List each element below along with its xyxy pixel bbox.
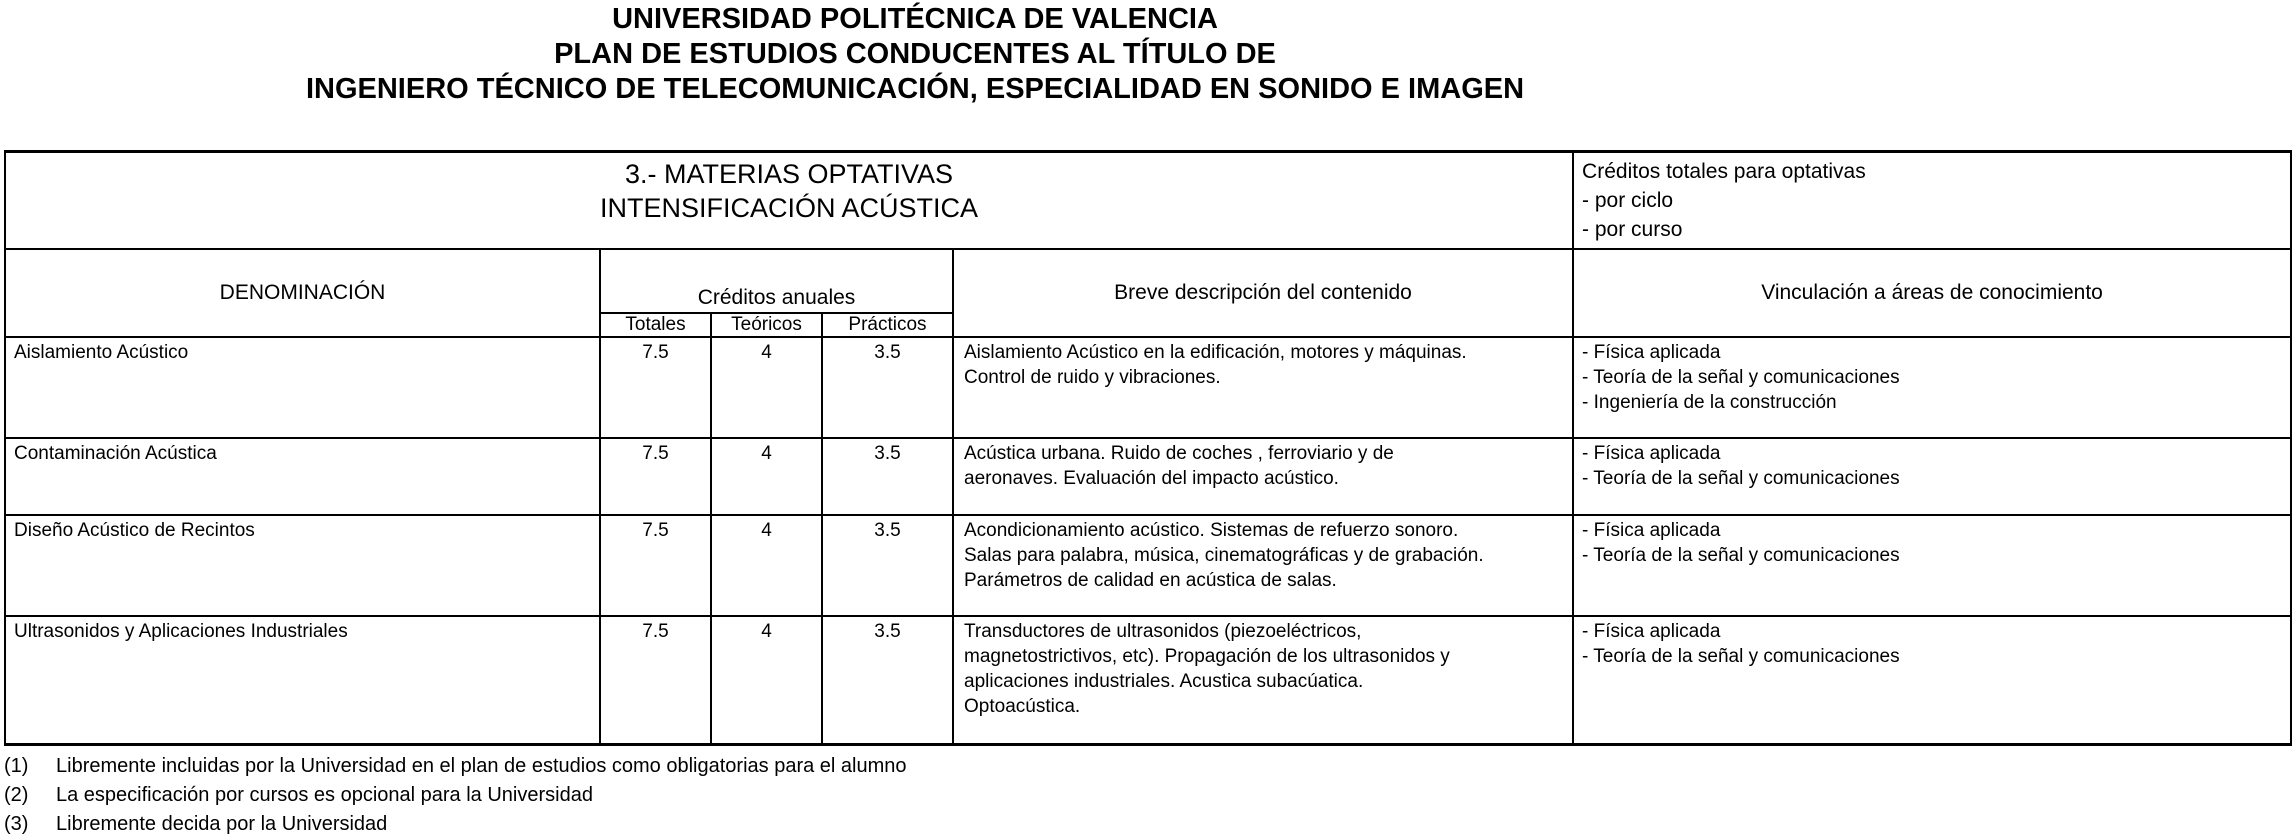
header-practicos: Prácticos [822, 313, 953, 337]
description-line: Optoacústica. [964, 696, 1081, 717]
credits-practicos: 3.5 [822, 438, 953, 515]
footnote-text: Libremente incluidas por la Universidad en el plan de estudios como obligatorias para el alumno [56, 755, 907, 777]
credits-note [1573, 152, 2291, 250]
credits-totales: 7.5 [600, 438, 711, 515]
header-teoricos: Teóricos [711, 313, 822, 337]
description-line: Aislamiento Acústico en la edificación, motores y máquinas. [964, 342, 1467, 363]
knowledge-areas [1573, 515, 2291, 616]
header-vinculacion: Vinculación a áreas de conocimiento [1573, 249, 2291, 337]
table-row [5, 438, 2291, 515]
footnote-number: (1) [4, 755, 29, 777]
description-line: Acústica urbana. Ruido de coches , ferroviario y de [964, 443, 1394, 464]
description-line: Salas para palabra, música, cinematográficas y de grabación. [964, 545, 1484, 566]
credits-teoricos: 4 [711, 337, 822, 438]
table-row [5, 337, 2291, 438]
footnote [4, 752, 907, 781]
credits-teoricos: 4 [711, 438, 822, 515]
plan-table [4, 150, 2292, 746]
knowledge-areas [1573, 337, 2291, 438]
description-line: magnetostrictivos, etc). Propagación de los ultrasonidos y [964, 646, 1450, 667]
subject-description [953, 515, 1573, 616]
area-item: - Teoría de la señal y comunicaciones [1582, 367, 1900, 388]
footnote [4, 810, 907, 839]
credits-teoricos: 4 [711, 515, 822, 616]
credits-teoricos: 4 [711, 616, 822, 744]
area-item: - Física aplicada [1582, 520, 1721, 541]
subject-name: Ultrasonidos y Aplicaciones Industriales [5, 616, 600, 744]
credits-practicos: 3.5 [822, 616, 953, 744]
knowledge-areas [1573, 438, 2291, 515]
footnote-number: (2) [4, 784, 29, 806]
description-line: aplicaciones industriales. Acustica subacúatica. [964, 671, 1364, 692]
title-line-2: PLAN DE ESTUDIOS CONDUCENTES AL TÍTULO DE [554, 38, 1276, 70]
description-line: Transductores de ultrasonidos (piezoeléctricos, [964, 621, 1362, 642]
column-header-row [5, 249, 2291, 313]
document-title [0, 0, 1830, 107]
credits-totales: 7.5 [600, 515, 711, 616]
header-descripcion: Breve descripción del contenido [953, 249, 1573, 337]
section-title [5, 152, 1573, 250]
area-item: - Teoría de la señal y comunicaciones [1582, 545, 1900, 566]
title-line-3: INGENIERO TÉCNICO DE TELECOMUNICACIÓN, ESPECIALIDAD EN SONIDO E IMAGEN [305, 73, 1525, 105]
credits-practicos: 3.5 [822, 515, 953, 616]
footnote-text: La especificación por cursos es opcional para la Universidad [56, 784, 593, 806]
credits-por-ciclo: - por ciclo [1582, 189, 1674, 212]
credits-practicos: 3.5 [822, 337, 953, 438]
area-item: - Física aplicada [1582, 621, 1721, 642]
header-creditos-anuales: Créditos anuales [600, 249, 953, 313]
footnotes [4, 752, 907, 839]
section-title-line-2: INTENSIFICACIÓN ACÚSTICA [600, 193, 979, 223]
table-row [5, 616, 2291, 744]
area-item: - Ingeniería de la construcción [1582, 392, 1837, 413]
footnote-text: Libremente decida por la Universidad [56, 813, 388, 835]
subject-name: Diseño Acústico de Recintos [5, 515, 600, 616]
section-header-row [5, 152, 2291, 250]
footnote-number: (3) [4, 813, 29, 835]
knowledge-areas [1573, 616, 2291, 744]
credits-por-curso: - por curso [1582, 218, 1683, 241]
subject-description [953, 337, 1573, 438]
subject-name: Aislamiento Acústico [5, 337, 600, 438]
credits-totales: 7.5 [600, 616, 711, 744]
subject-description [953, 616, 1573, 744]
section-title-line-1: 3.- MATERIAS OPTATIVAS [624, 159, 954, 189]
table-row [5, 515, 2291, 616]
title-line-1: UNIVERSIDAD POLITÉCNICA DE VALENCIA [612, 3, 1218, 35]
description-line: Parámetros de calidad en acústica de salas. [964, 570, 1337, 591]
area-item: - Teoría de la señal y comunicaciones [1582, 646, 1900, 667]
area-item: - Física aplicada [1582, 443, 1721, 464]
area-item: - Física aplicada [1582, 342, 1721, 363]
subject-name: Contaminación Acústica [5, 438, 600, 515]
credits-totales: 7.5 [600, 337, 711, 438]
footnote [4, 781, 907, 810]
description-line: Control de ruido y vibraciones. [964, 367, 1221, 388]
description-line: Acondicionamiento acústico. Sistemas de refuerzo sonoro. [964, 520, 1459, 541]
header-totales: Totales [600, 313, 711, 337]
area-item: - Teoría de la señal y comunicaciones [1582, 468, 1900, 489]
credits-label: Créditos totales para optativas [1582, 160, 1866, 183]
subject-description [953, 438, 1573, 515]
description-line: aeronaves. Evaluación del impacto acústico. [964, 468, 1339, 489]
header-denominacion: DENOMINACIÓN [5, 249, 600, 337]
